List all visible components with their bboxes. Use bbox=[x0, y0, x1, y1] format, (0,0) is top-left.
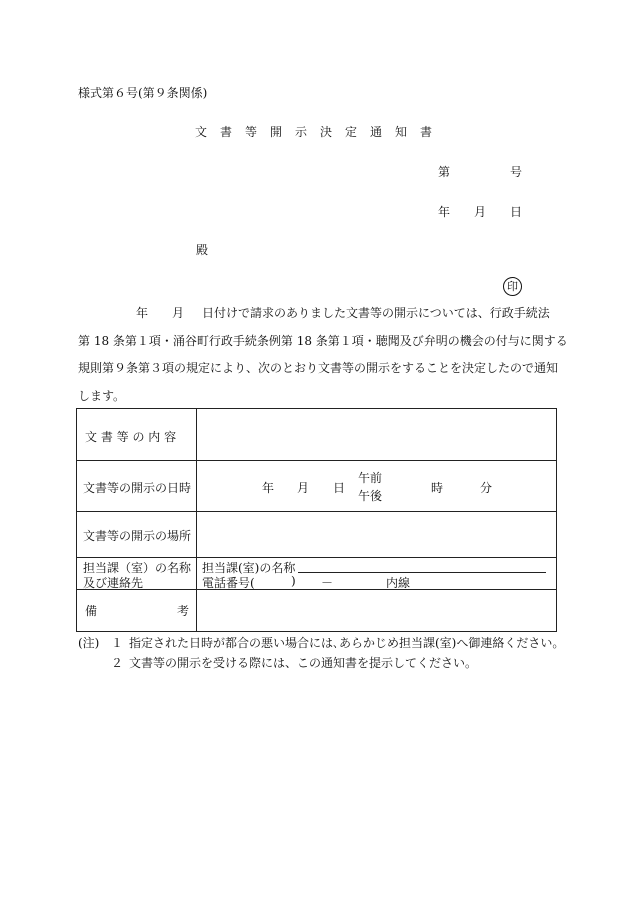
row-label-place: 文書等の開示の場所 bbox=[83, 529, 192, 543]
document-number-dai: 第 bbox=[438, 165, 451, 179]
table-row-datetime bbox=[77, 460, 556, 512]
note-1-text: 指定された日時が都合の悪い場合には､あらかじめ担当課(室)へ御連絡ください｡ bbox=[129, 636, 559, 650]
datetime-am: 午前 bbox=[358, 471, 383, 485]
body-year: 年 bbox=[136, 306, 149, 320]
body-line-2: 第 18 条第１項・涌谷町行政手続条例第 18 条第１項・聴聞及び弁明の機会の付与に関する bbox=[78, 333, 568, 348]
datetime-day: 日 bbox=[333, 481, 346, 495]
row-label-content: 文 書 等 の 内 容 bbox=[85, 430, 177, 444]
title-char: 定 bbox=[345, 125, 358, 139]
issue-date-year: 年 bbox=[438, 205, 451, 219]
title-char: 通 bbox=[370, 125, 383, 139]
body-month: 月 bbox=[172, 306, 185, 320]
row-label-contact-2: 及び連絡先 bbox=[83, 576, 144, 590]
note-1-number: １ bbox=[111, 636, 124, 650]
issue-date-day: 日 bbox=[510, 205, 523, 219]
datetime-pm: 午後 bbox=[358, 489, 383, 503]
row-label-remarks-right: 考 bbox=[177, 604, 190, 618]
row-label-datetime: 文書等の開示の日時 bbox=[83, 481, 192, 495]
contact-phone-label: 電話番号( bbox=[202, 576, 255, 590]
note-2-number: ２ bbox=[111, 656, 124, 670]
title-char: 書 bbox=[220, 125, 233, 139]
title-char: 開 bbox=[270, 125, 283, 139]
title-char: 知 bbox=[395, 125, 408, 139]
table-row-content bbox=[77, 409, 556, 460]
body-line-1-text: 日付けで請求のありました文書等の開示については、行政手続法 bbox=[202, 306, 550, 320]
seal-icon: 印 bbox=[503, 277, 522, 296]
contact-phone-close: ) bbox=[291, 574, 296, 588]
addressee-honorific: 殿 bbox=[196, 243, 209, 257]
form-number-label: 様式第６号(第９条関係) bbox=[78, 86, 208, 100]
datetime-month: 月 bbox=[297, 481, 310, 495]
body-line-4: します。 bbox=[78, 388, 126, 403]
row-label-remarks-left: 備 bbox=[85, 604, 98, 618]
issue-date-month: 月 bbox=[474, 205, 487, 219]
title-char: 決 bbox=[320, 125, 333, 139]
contact-phone-dash: － bbox=[321, 576, 334, 590]
title-char: 書 bbox=[420, 125, 433, 139]
department-underline bbox=[298, 572, 546, 573]
datetime-minute: 分 bbox=[480, 481, 493, 495]
row-label-contact-1: 担当課（室）の名称 bbox=[83, 561, 192, 575]
notes-prefix: (注) bbox=[78, 636, 100, 650]
datetime-year: 年 bbox=[262, 481, 275, 495]
note-2-text: 文書等の開示を受ける際には、この通知書を提示してください。 bbox=[129, 656, 478, 670]
body-line-3: 規則第９条第３項の規定により、次のとおり文書等の開示をすることを決定したので通知 bbox=[78, 361, 559, 375]
table-row-remarks bbox=[77, 589, 556, 631]
document-title bbox=[195, 123, 445, 140]
disclosure-table bbox=[76, 408, 557, 632]
notice-body bbox=[78, 300, 568, 410]
document-number-go: 号 bbox=[510, 165, 523, 179]
datetime-hour: 時 bbox=[431, 481, 444, 495]
contact-extension: 内線 bbox=[386, 576, 411, 590]
table-row-contact bbox=[77, 557, 556, 590]
contact-department: 担当課(室)の名称 bbox=[202, 561, 296, 575]
body-line-1 bbox=[78, 300, 558, 328]
title-char: 等 bbox=[245, 125, 258, 139]
table-row-place bbox=[77, 511, 556, 558]
title-char: 示 bbox=[295, 125, 308, 139]
title-char: 文 bbox=[195, 125, 208, 139]
